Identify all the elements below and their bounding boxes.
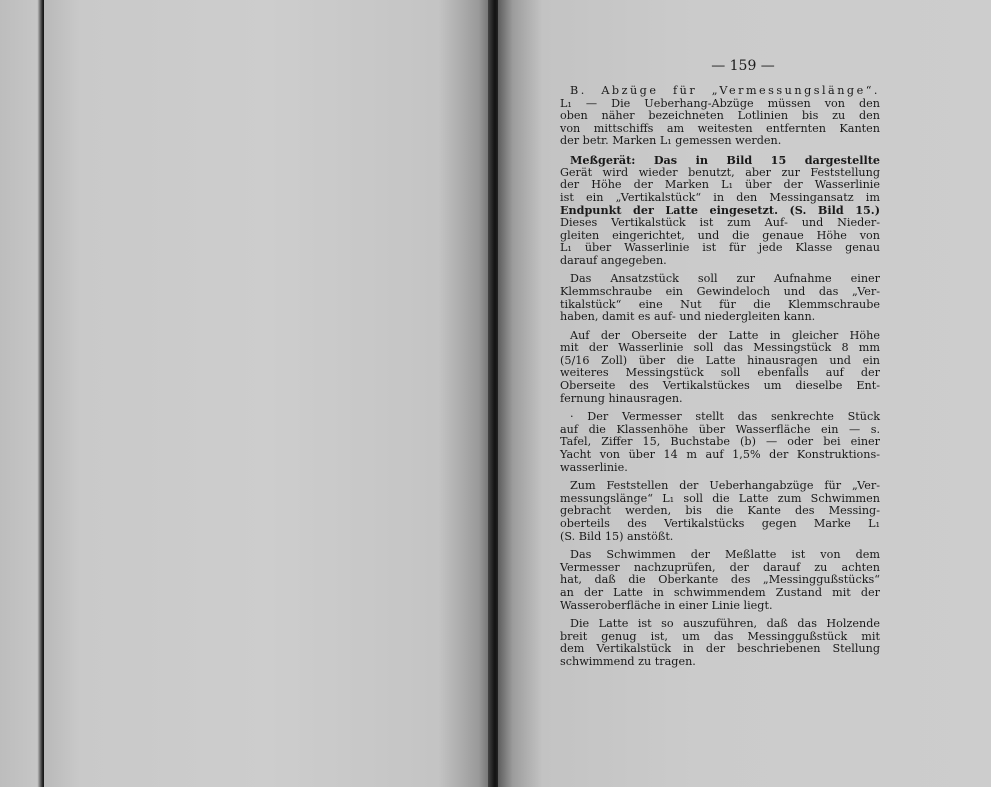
text-line: Dieses Vertikalstück ist zum Auf‑ und Nieder‑ (560, 215, 880, 229)
text-line: Zum Feststellen der Ueberhangabzüge für „Ver‑ (570, 479, 880, 493)
paragraph (560, 618, 880, 668)
left-page-edge (0, 0, 44, 787)
text-line: tikalstück“ eine Nut für die Klemmschraube (560, 297, 880, 311)
paragraph (560, 85, 880, 148)
text-line: gleiten eingerichtet, und die genaue Höhe von (560, 228, 880, 242)
text-line: Das Schwimmen der Meßlatte ist von dem (570, 548, 880, 562)
text-line: oben näher bezeichneten Lotlinien bis zu den (560, 109, 880, 123)
text-line: schwimmend zu tragen. (560, 654, 696, 668)
text-line: Auf der Oberseite der Latte in gleicher Höhe (570, 328, 880, 342)
text-line: Wasseroberfläche in einer Linie liegt. (560, 598, 773, 612)
page-text (560, 85, 880, 675)
text-line: mit der Wasserlinie soll das Messingstück 8 mm (560, 341, 880, 355)
text-line: der Höhe der Marken L₁ über der Wasserlinie (560, 178, 880, 192)
text-line: Endpunkt der Latte eingesetzt. (S. Bild 15.) (560, 203, 880, 218)
text-line: auf die Klassenhöhe über Wasserfläche ein — s. (560, 422, 880, 436)
paragraph (560, 154, 880, 267)
text-line: ist ein „Vertikalstück“ in den Messingansatz im (560, 190, 880, 204)
page-number: — 159 — (711, 58, 775, 74)
text-line: Vermesser nachzuprüfen, der darauf zu achten (560, 560, 880, 574)
text-line: Meßgerät: Das in Bild 15 dargestellte (570, 152, 880, 167)
text-line: Yacht von über 14 m auf 1,5% der Konstruktions‑ (560, 448, 880, 462)
text-line: L₁ über Wasserlinie ist für jede Klasse genau (560, 241, 880, 255)
text-line: der betr. Marken L₁ gemessen werden. (560, 134, 782, 148)
right-page (498, 0, 991, 787)
paragraph (560, 330, 880, 406)
left-page-blank (44, 0, 492, 787)
paragraph (560, 480, 880, 543)
text-line: dem Vertikalstück in der beschriebenen Stellung (560, 642, 880, 656)
text-line: Oberseite des Vertikalstückes um dieselbe Ent‑ (560, 379, 880, 393)
text-line: gebracht werden, bis die Kante des Messing‑ (560, 504, 880, 518)
text-line: von mittschiffs am weitesten entfernten Kanten (560, 121, 880, 135)
text-line: fernung hinausragen. (560, 391, 683, 405)
paragraph (560, 411, 880, 474)
text-line: Das Ansatzstück soll zur Aufnahme einer (570, 272, 880, 286)
text-line: Gerät wird wieder benutzt, aber zur Feststellung (560, 165, 880, 179)
text-line: Klemmschraube ein Gewindeloch und das „Ver‑ (560, 284, 880, 298)
text-line: B. Abzüge für „Vermessungslänge“. (570, 84, 880, 97)
text-line: · Der Vermesser stellt das senkrechte Stück (570, 410, 880, 424)
text-line: Die Latte ist so auszuführen, daß das Holzende (570, 617, 880, 631)
text-line: darauf angegeben. (560, 253, 667, 267)
text-line: (5/16 Zoll) über die Latte hinausragen und ein (560, 353, 880, 367)
text-line: breit genug ist, um das Messinggußstück mit (560, 629, 880, 643)
text-line: weiteres Messingstück soll ebenfalls auf der (560, 366, 880, 380)
text-line: (S. Bild 15) anstößt. (560, 529, 674, 543)
text-line: Tafel, Ziffer 15, Buchstabe (b) — oder bei einer (560, 435, 880, 449)
text-line: L₁ — Die Ueberhang‑Abzüge müssen von den (560, 96, 880, 110)
text-line: an der Latte in schwimmendem Zustand mit der (560, 585, 880, 599)
text-line: oberteils des Vertikalstücks gegen Marke L₁ (560, 517, 880, 530)
text-line: hat, daß die Oberkante des „Messinggußstücks“ (560, 573, 880, 587)
text-line: wasserlinie. (560, 460, 628, 474)
text-line: messungslänge“ L₁ soll die Latte zum Schwimmen (560, 491, 880, 505)
paragraph (560, 273, 880, 323)
text-line: haben, damit es auf‑ und niedergleiten kann. (560, 310, 816, 324)
paragraph (560, 549, 880, 612)
